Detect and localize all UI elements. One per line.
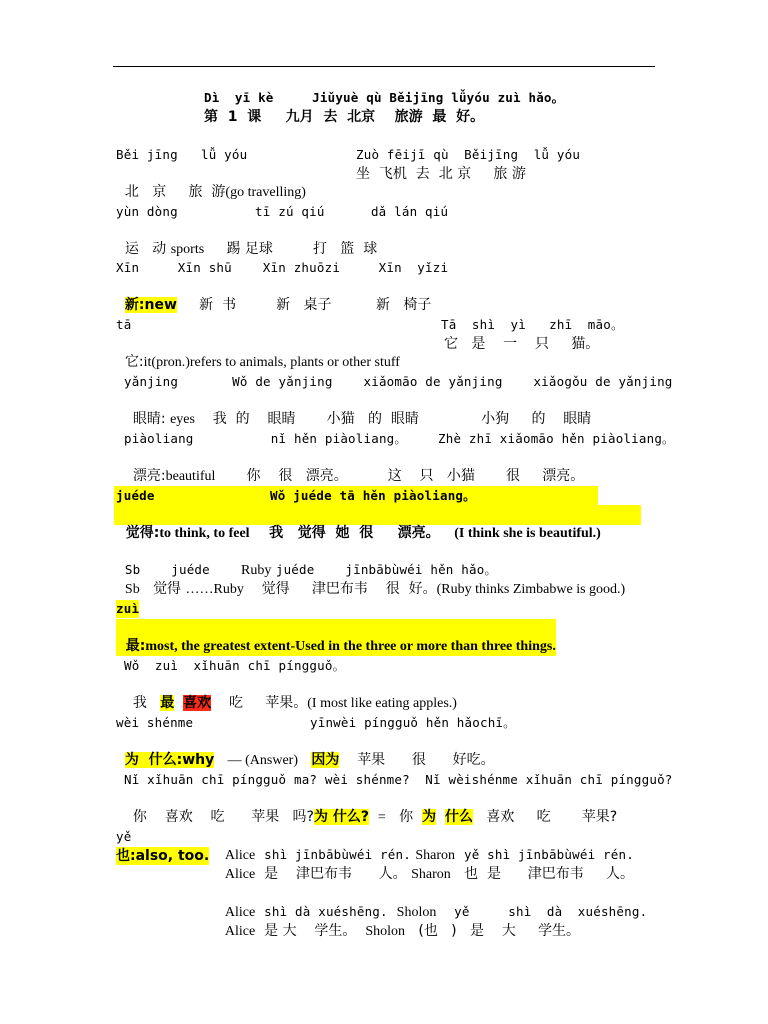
new-line [116,278,431,314]
eyes-gloss: eyes [170,412,195,427]
beautiful-gloss: beautiful [165,469,216,484]
ye-highlight: 也:also, too. [116,848,210,864]
equals-sign: = [377,810,386,825]
do-you-like-apples-chinese: 你 喜欢 吃 苹果 吗? [132,809,314,825]
xihuan-red-highlight: 喜欢 [183,695,212,711]
zui-chinese: 最: [125,638,146,654]
why-pinyin: wèi shénme [116,715,194,730]
student-example-chinese-line [216,904,580,941]
eyes-chinese: 眼睛: [132,411,166,427]
like-eat-apples-chinese: 喜欢 吃 苹果? [486,809,618,825]
answer-label: — (Answer) [227,753,299,768]
sholon-name: Sholon [396,905,437,920]
why-like-line [124,790,617,827]
beijing-travel-line [116,165,306,202]
ruby-name-2: Ruby [213,582,244,597]
i-think-translation: (I think she is beautiful.) [454,526,601,541]
sharon-zimbabwean-pinyin: yě shì jīnbābùwéi rén. [463,847,634,862]
alice-zimbabwean-chinese: 是 津巴布韦 人。 [264,866,407,882]
shenme-highlight: 什么 [444,809,473,825]
sports-chinese: 运 动 [124,241,167,257]
football-basketball-chinese: 踢 足球 打 篮 球 [226,241,378,257]
apples-delicious-chinese: 苹果 很 好吃。 [357,752,495,768]
sb-label: Sb [124,582,140,597]
eyes-examples-chinese: 我 的 眼睛 小猫 的 眼睛 小狗 的 眼睛 [212,411,592,427]
zui-line [116,619,556,656]
go-travelling-gloss: (go travelling) [225,185,306,200]
alice-name-2: Alice [224,867,256,882]
because-pinyin: yīnwèi píngguǒ hěn hǎochī。 [310,715,516,730]
because-highlight: 因为 [311,752,340,768]
top-rule [113,66,655,67]
why-like-pinyin: Nǐ xǐhuān chī píngguǒ ma? wèi shénme? Nǐ wèishénme xǐhuān chī píngguǒ? [124,772,673,787]
eyes-pinyin: yǎnjing Wǒ de yǎnjing xiǎomāo de yǎnjing xiǎogǒu de yǎnjing [124,374,673,389]
ruby-juede-pinyin: juéde jīnbābùwéi hěn hǎo。 [275,562,498,577]
beijing-travel-pinyin: Běi jīng lǚ yóu [116,147,248,162]
sports-gloss: sports [170,242,205,257]
also-example-chinese-line [216,847,634,884]
alice-name: Alice [224,848,256,863]
wei-highlight: 为 [422,809,437,825]
ye-pinyin: yě [116,829,132,844]
beautiful-examples-chinese: 你 很 漂亮。 这 只 小猫 很 漂亮。 [246,468,585,484]
sharon-name-2: Sharon [411,867,451,882]
ruby-juede-chinese: 觉得 津巴布韦 很 好。 [261,581,437,597]
plane-beijing-pinyin: Zuò fēijī qù Běijīng lǚ yóu [356,147,581,162]
juede-chinese-2: 觉得 [153,581,182,597]
sports-line [116,222,377,259]
sharon-name: Sharon [415,848,456,863]
zui-pinyin: zuì [116,601,140,616]
i-think-pinyin: Wǒ juéde tā hěn piàoliang。 [270,488,476,503]
zui-highlight: 最 [160,695,175,711]
sholon-student-pinyin: yě shì dà xuéshēng. [454,904,648,919]
sholon-student-chinese: (也 ) 是 大 学生。 [418,923,581,939]
it-gloss: it(pron.)refers to animals, plants or other stuff [143,355,400,370]
alice-student-chinese: 是 大 学生。 [264,923,357,939]
wo-chinese: 我 [132,695,147,711]
sholon-name-2: Sholon [365,924,405,939]
alice-zimbabwean-pinyin: shì jīnbābùwéi rén. [264,847,411,862]
why-line [116,733,495,770]
juede-line [116,506,601,543]
eyes-line [124,392,591,429]
ruby-translation: (Ruby thinks Zimbabwe is good.) [436,582,626,597]
ni-chinese: 你 [399,809,414,825]
juede-gloss: to think, to feel [159,526,250,541]
new-highlight: 新:new [124,297,177,313]
zui-gloss: most, the greatest extent-Used in the three or more than three things. [145,639,556,654]
sb-juede-chinese-line [116,562,625,599]
i-think-chinese: 我 觉得 她 很 漂亮。 [269,525,440,541]
sharon-zimbabwean-chinese: 也 是 津巴布韦 人。 [464,866,634,882]
it-pinyin: tā [116,317,132,332]
alice-student-pinyin: shì dà xuéshēng. [264,904,388,919]
sports-pinyin: yùn dòng tī zú qiú dǎ lán qiú [116,204,449,219]
it-chinese: 它: [124,354,144,370]
alice-name-3: Alice [224,905,256,920]
it-line [116,335,400,372]
juede-chinese: 觉得: [125,525,160,541]
why-question-highlight: 为 什么? [314,809,369,825]
beijing-travel-chinese: 北 京 旅 游 [124,184,226,200]
plane-beijing-chinese: 坐 飞机 去 北 京 旅 游 [356,166,526,182]
lesson-title-chinese: 第 1 课 九月 去 北京 旅游 最 好。 [204,109,485,125]
ruby-name: Ruby [241,563,272,578]
lesson-title-pinyin: Dì yī kè Jiǔyuè qù Běijīng lǚyóu zuì hǎo。 [204,90,565,105]
alice-name-4: Alice [224,924,256,939]
new-examples-chinese: 新 书 新 桌子 新 椅子 [199,297,432,313]
it-is-cat-pinyin: Tā shì yì zhī māo。 [441,317,624,332]
juede-pinyin: juéde [116,488,155,503]
beautiful-chinese: 漂亮: [132,468,166,484]
most-like-pinyin: Wǒ zuì xǐhuān chī píngguǒ。 [124,658,346,673]
why-highlight: 为 什么:why [124,752,215,768]
most-like-line [124,676,457,713]
beautiful-line [124,449,584,486]
it-is-cat-chinese: 它 是 一 只 猫。 [444,336,600,352]
ellipsis: …… [185,582,214,597]
beautiful-pinyin: piàoliang nǐ hěn piàoliang。 Zhè zhī xiǎomāo hěn piàoliang。 [124,431,675,446]
most-like-translation: (I most like eating apples.) [307,696,457,711]
eat-apples-chinese: 吃 苹果。 [228,695,308,711]
sb-juede-pinyin: Sb juéde [124,562,210,577]
new-pinyin: Xīn Xīn shū Xīn zhuōzi Xīn yǐzi [116,260,449,275]
